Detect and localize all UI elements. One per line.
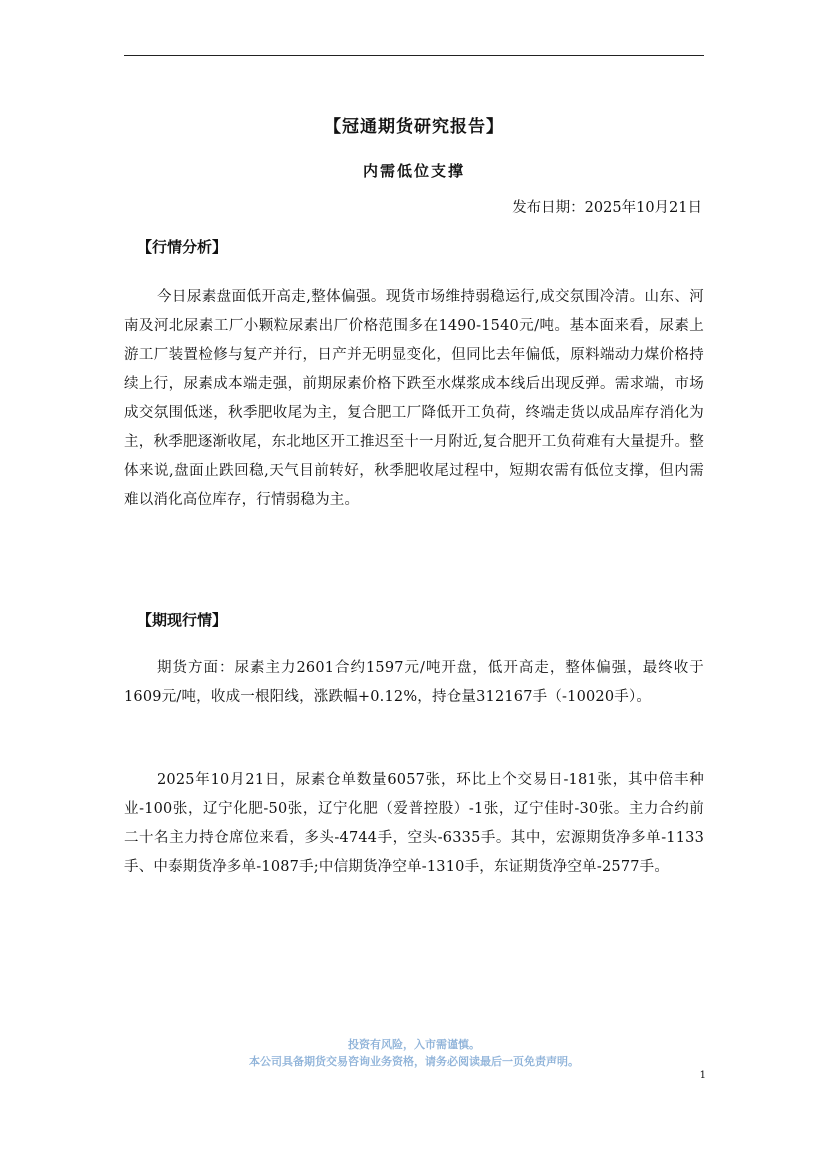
report-title: 【冠通期货研究报告】 (324, 117, 504, 137)
publish-date: 发布日期：2025年10月21日 (512, 200, 702, 216)
risk-warning: 投资有风险，入市需谨慎。 (348, 1038, 480, 1051)
futures-paragraph: 期货方面：尿素主力2601合约1597元/吨开盘，低开高走，整体偏强，最终收于1609元/吨，收成一根阳线，涨跌幅+0.12%，持仓量312167手（-10020手）。 (124, 660, 704, 705)
warehouse-positions-paragraph: 2025年10月21日，尿素仓单数量6057张，环比上个交易日-181张，其中倍丰种业-100张，辽宁化肥-50张，辽宁化肥（爱普控股）-1张，辽宁佳时-30张。主力合约前二十名主力持仓席位来看，多头-4744手，空头-6335手。其中，宏源期货净多单-1133手、中泰期货净多单-1087手;中信期货净空单-1310手，东证期货净空单-2577手。 (124, 772, 704, 875)
section-heading-futures-spot: 【期现行情】 (137, 611, 228, 629)
disclaimer-notice: 本公司具备期货交易咨询业务资格，请务必阅读最后一页免责声明。 (249, 1055, 579, 1068)
report-subtitle: 内需低位支撑 (362, 162, 465, 180)
section-heading-market-analysis: 【行情分析】 (137, 238, 228, 256)
market-analysis-paragraph: 今日尿素盘面低开高走,整体偏强。现货市场维持弱稳运行,成交氛围冷清。山东、河南及河北尿素工厂小颗粒尿素出厂价格范围多在1490-1540元/吨。基本面来看，尿素上游工厂装置检修与复产并行，日产并无明显变化，但同比去年偏低，原料端动力煤价格持续上行，尿素成本端走强，前期尿素价格下跌至水煤浆成本线后出现反弹。需求端，市场成交氛围低迷，秋季肥收尾为主，复合肥工厂降低开工负荷，终端走货以成品库存消化为主，秋季肥逐渐收尾，东北地区开工推迟至十一月附近,复合肥开工负荷难有大量提升。整体来说,盘面止跌回稳,天气目前转好，秋季肥收尾过程中，短期农需有低位支撑，但内需难以消化高位库存，行情弱稳为主。 (124, 289, 704, 508)
header-rule (124, 55, 704, 56)
page-number: 1 (699, 1070, 706, 1081)
